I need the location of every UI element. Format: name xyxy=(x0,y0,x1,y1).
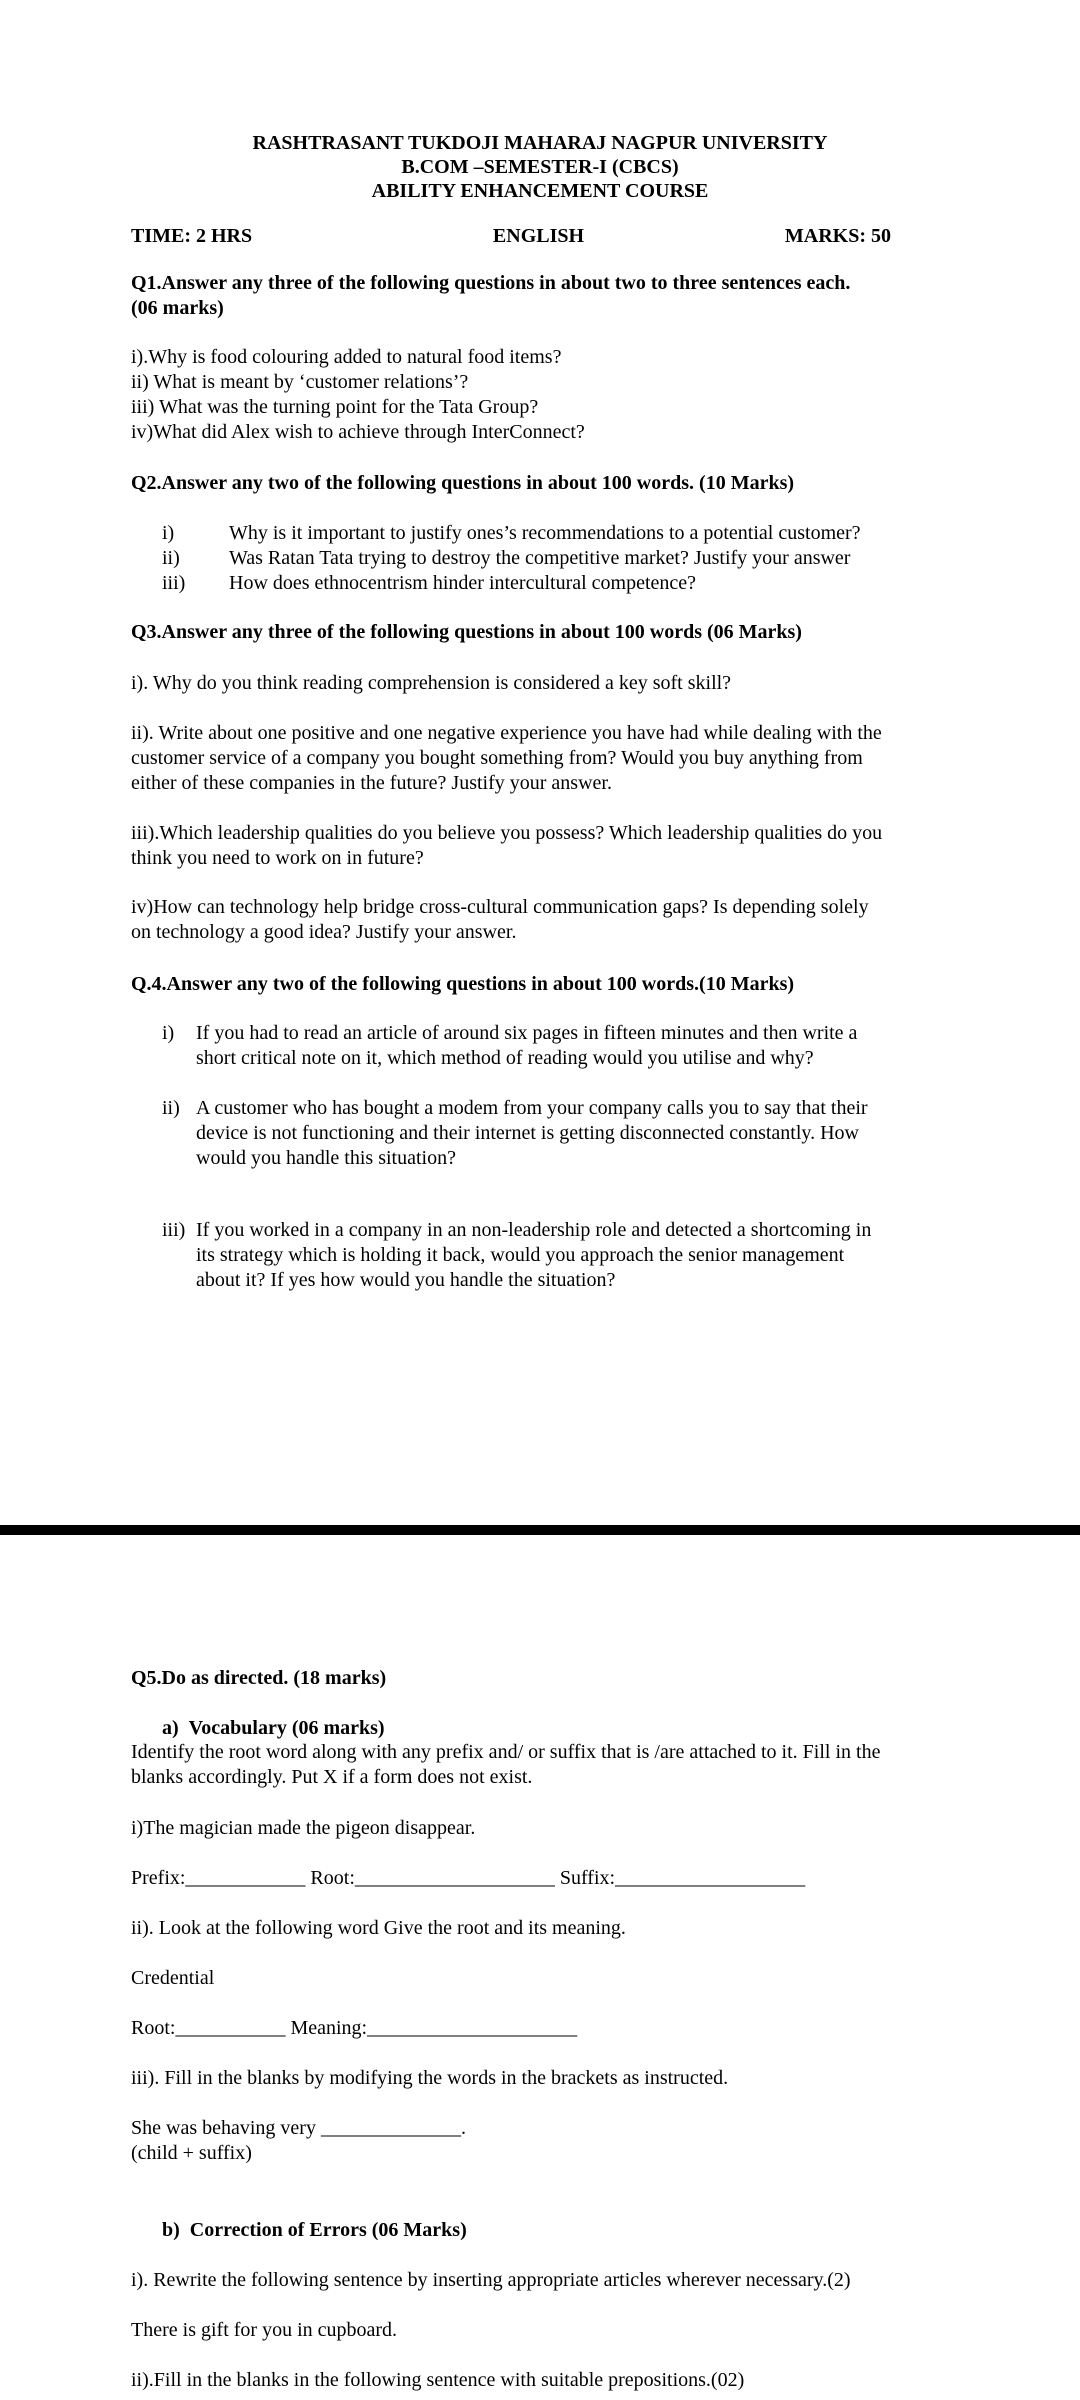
q3-item: iv)How can technology help bridge cross-cultural communication gaps? Is depending solely on technology a good idea? Justify your answer. xyxy=(131,896,869,943)
q3-item: ii). Write about one positive and one negative experience you have had while dealing with the customer service of a company you bought something from? Would you buy anything from either of these companies in the future? Justify your answer. xyxy=(131,722,882,794)
q5a-item: iii). Fill in the blanks by modifying the words in the brackets as instructed. xyxy=(131,2067,729,2089)
q5-heading: Q5.Do as directed. (18 marks) xyxy=(131,1667,387,1689)
q5a-blanks: Prefix:____________ Root:____________________ Suffix:___________________ xyxy=(131,1867,806,1889)
q3-item: i). Why do you think reading comprehension is considered a key soft skill? xyxy=(131,672,732,694)
exam-info-row xyxy=(131,224,891,249)
q5a-item: ii). Look at the following word Give the root and its meaning. xyxy=(131,1917,626,1939)
q4-item: i) If you had to read an article of around six pages in fifteen minutes and then write a short critical note on it, which method of reading would you utilise and why? xyxy=(162,1022,858,1069)
course-title: B.COM –SEMESTER-I (CBCS) xyxy=(401,156,679,178)
university-title: RASHTRASANT TUKDOJI MAHARAJ NAGPUR UNIVERSITY xyxy=(252,132,828,154)
q3-heading: Q3.Answer any three of the following questions in about 100 words (06 Marks) xyxy=(131,621,802,643)
q1-item: i).Why is food colouring added to natural food items? xyxy=(131,346,562,368)
q5b-item: i). Rewrite the following sentence by inserting appropriate articles wherever necessary.(2) xyxy=(131,2269,851,2291)
q5b-item: ii).Fill in the blanks in the following sentence with suitable prepositions.(02) xyxy=(131,2369,745,2391)
q5a-word: Credential xyxy=(131,1967,215,1989)
q5a-instructions: Identify the root word along with any prefix and/ or suffix that is /are attached to it. Fill in the blanks accordingly. Put X if a form does not exist. xyxy=(131,1741,881,1788)
q5a-heading: a) Vocabulary (06 marks) xyxy=(162,1717,385,1739)
q1-item: ii) What is meant by ‘customer relations’? xyxy=(131,371,469,393)
q2-item: iii) How does ethnocentrism hinder intercultural competence? xyxy=(162,572,697,594)
q5a-sentence: She was behaving very ______________. (child + suffix) xyxy=(131,2117,466,2164)
q5a-blanks: Root:___________ Meaning:_____________________ xyxy=(131,2017,578,2039)
q5b-heading: b) Correction of Errors (06 Marks) xyxy=(162,2219,467,2241)
exam-marks: MARKS: 50 xyxy=(784,225,891,247)
exam-subject: ENGLISH xyxy=(492,225,585,247)
q5a-item: i)The magician made the pigeon disappear. xyxy=(131,1817,476,1839)
q1-heading: Q1.Answer any three of the following questions in about two to three sentences each. (06 marks) xyxy=(131,272,851,319)
q5b-sentence: There is gift for you in cupboard. xyxy=(131,2319,398,2341)
q1-item: iii) What was the turning point for the Tata Group? xyxy=(131,396,539,418)
q2-heading: Q2.Answer any two of the following questions in about 100 words. (10 Marks) xyxy=(131,472,795,494)
q4-item: iii) If you worked in a company in an non-leadership role and detected a shortcoming in its strategy which is holding it back, would you approach the senior management about it? If yes how would you handle the situation? xyxy=(162,1219,872,1291)
paper-title: ABILITY ENHANCEMENT COURSE xyxy=(371,180,709,202)
q4-heading: Q.4.Answer any two of the following questions in about 100 words.(10 Marks) xyxy=(131,973,795,995)
q4-item: ii) A customer who has bought a modem from your company calls you to say that their device is not functioning and their internet is getting disconnected constantly. How would you handle this situation? xyxy=(162,1097,868,1169)
q1-list xyxy=(131,345,961,445)
q2-item: i) Why is it important to justify ones’s recommendations to a potential customer? xyxy=(162,522,861,544)
page-two xyxy=(0,1535,1080,2400)
exam-time: TIME: 2 HRS xyxy=(131,225,253,247)
q1-item: iv)What did Alex wish to achieve through InterConnect? xyxy=(131,421,585,443)
q3-item: iii).Which leadership qualities do you believe you possess? Which leadership qualities do you think you need to work on in future? xyxy=(131,822,883,869)
q2-item: ii) Was Ratan Tata trying to destroy the competitive market? Justify your answer xyxy=(162,547,851,569)
page-divider xyxy=(0,1525,1080,1535)
q2-list xyxy=(162,521,962,596)
